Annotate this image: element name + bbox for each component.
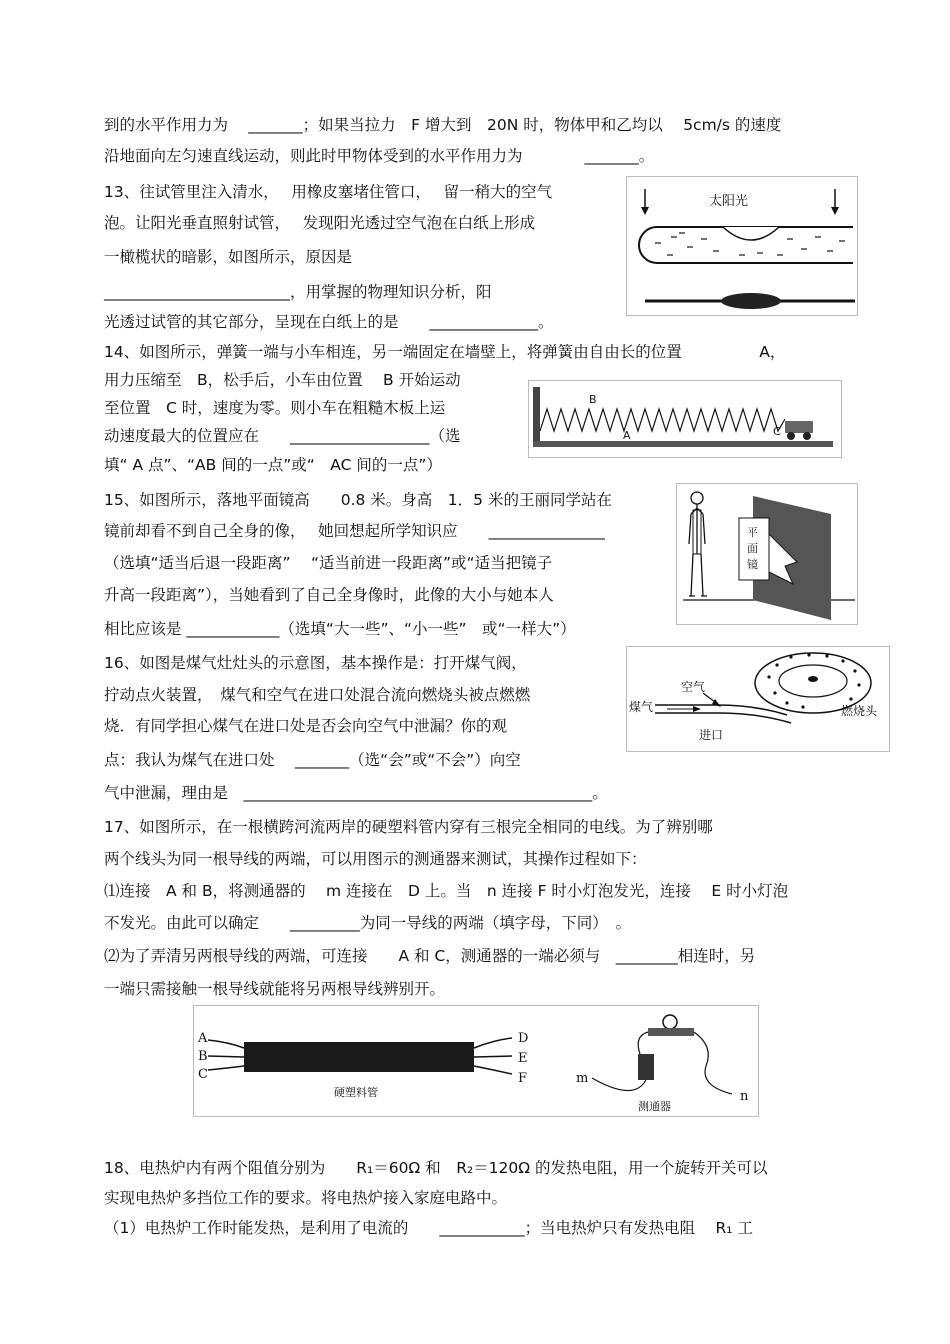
question-13-text: 泡。让阳光垂直照射试管， 发现阳光透过空气泡在白纸上形成 (104, 214, 536, 232)
spring-cart-figure (528, 380, 842, 458)
text-line: 沿地面向左匀速直线运动，则此时甲物体受到的水平作用力为 _______。 (104, 147, 655, 165)
question-17-text: ⑵为了弄清另两根导线的两端，可连接 A 和 C，测通器的一端必须与 ________相连时，另 (104, 947, 756, 965)
question-16-text: 点：我认为煤气在进口处 _______（选“会”或“不会”）向空 (104, 751, 521, 769)
question-15-text: 相比应该是 ____________（选填“大一些”、“小一些” 或“一样大”） (104, 620, 576, 638)
question-15-text: 升高一段距离”），当她看到了自己全身像时，此像的大小与她本人 (104, 586, 554, 604)
question-15-text: 15、如图所示，落地平面镜高 0.8 米。身高 1．5 米的王丽同学站在 (104, 491, 612, 509)
air-label: 空气 (681, 680, 706, 694)
question-18-text: 实现电热炉多挡位工作的要求。将电热炉接入家庭电路中。 (104, 1189, 508, 1207)
question-17-text: ⑴连接 A 和 B，将测通器的 m 连接在 D 上。当 n 连接 F 时小灯泡发光，连接 E 时小灯泡 (104, 882, 789, 900)
point-c-label: C (773, 425, 781, 438)
point-a-label: A (623, 429, 631, 442)
wire-b-label: B (198, 1049, 208, 1064)
tester-label: 测通器 (638, 1100, 671, 1113)
wire-f-label: F (518, 1071, 528, 1086)
question-17-text: 一端只需接触一根导线就能将另两根导线辨别开。 (104, 980, 446, 998)
stove-figure (626, 646, 890, 752)
question-16-text: 气中泄漏，理由是 _____________________________________________。 (104, 784, 608, 802)
tester-n-label: n (740, 1089, 749, 1104)
question-13-text: 一橄榄状的暗影，如图所示，原因是 (104, 248, 353, 266)
mirror-figure (676, 483, 858, 625)
tester-m-label: m (576, 1071, 589, 1086)
question-14-text: 填“ A 点”、“AB 间的一点”或“ AC 间的一点”） (104, 456, 442, 474)
question-17-text: 不发光。由此可以确定 _________为同一导线的两端（填字母，下同） 。 (104, 914, 632, 932)
pipe-tester-figure (193, 1005, 759, 1117)
question-15-text: （选填“适当后退一段距离” “适当前进一段距离”或“适当把镜子 (104, 554, 553, 572)
mirror-label: 平面镜 (747, 526, 758, 571)
question-13-text: ________________________，用掌握的物理知识分析，阳 (104, 283, 492, 301)
text-line: 到的水平作用力为 _______；如果当拉力 F 增大到 20N 时，物体甲和乙均以 5cm/s 的速度 (104, 116, 782, 134)
gas-label: 煤气 (629, 700, 654, 714)
question-17-text: 两个线头为同一根导线的两端，可以用图示的测通器来测试，其操作过程如下： (104, 850, 647, 868)
question-14-text: 用力压缩至 B，松手后，小车由位置 B 开始运动 (104, 371, 461, 389)
question-18-text: （1）电热炉工作时能发热，是利用了电流的 ___________；当电热炉只有发热电阻 R₁ 工 (104, 1219, 753, 1237)
pipe-label: 硬塑料管 (334, 1086, 378, 1099)
wire-c-label: C (198, 1067, 208, 1082)
question-13-text: 13、往试管里注入清水， 用橡皮塞堵住管口， 留一稍大的空气 (104, 183, 553, 201)
question-15-text: 镜前却看不到自己全身的像， 她回想起所学知识应 _______________ (104, 522, 605, 540)
burner-label: 燃烧头 (841, 704, 878, 718)
point-b-label: B (589, 393, 597, 406)
question-16-text: 烧．有同学担心煤气在进口处是否会向空气中泄漏？你的观 (104, 717, 508, 735)
test-tube-figure (626, 176, 858, 316)
question-16-text: 拧动点火装置， 煤气和空气在进口处混合流向燃烧头被点燃燃 (104, 686, 531, 704)
question-16-text: 16、如图是煤气灶灶头的示意图，基本操作是：打开煤气阀， (104, 654, 527, 672)
inlet-label: 进口 (699, 728, 724, 742)
wire-d-label: D (518, 1031, 529, 1046)
question-17-text: 17、如图所示，在一根横跨河流两岸的硬塑料管内穿有三根完全相同的电线。为了辨别哪 (104, 818, 713, 836)
question-14-text: 14、如图所示，弹簧一端与小车相连，另一端固定在墙壁上，将弹簧由自由长的位置 A， (104, 343, 786, 361)
question-13-text: 光透过试管的其它部分，呈现在白纸上的是 ______________。 (104, 313, 554, 331)
wire-a-label: A (198, 1031, 208, 1046)
question-14-text: 至位置 C 时，速度为零。则小车在粗糙木板上运 (104, 399, 446, 417)
question-18-text: 18、电热炉内有两个阻值分别为 R₁＝60Ω 和 R₂＝120Ω 的发热电阻，用一个旋转开关可以 (104, 1159, 768, 1177)
wire-e-label: E (518, 1051, 528, 1066)
sunlight-label: 太阳光 (709, 194, 749, 209)
question-14-text: 动速度最大的位置应在 __________________（选 (104, 427, 461, 445)
